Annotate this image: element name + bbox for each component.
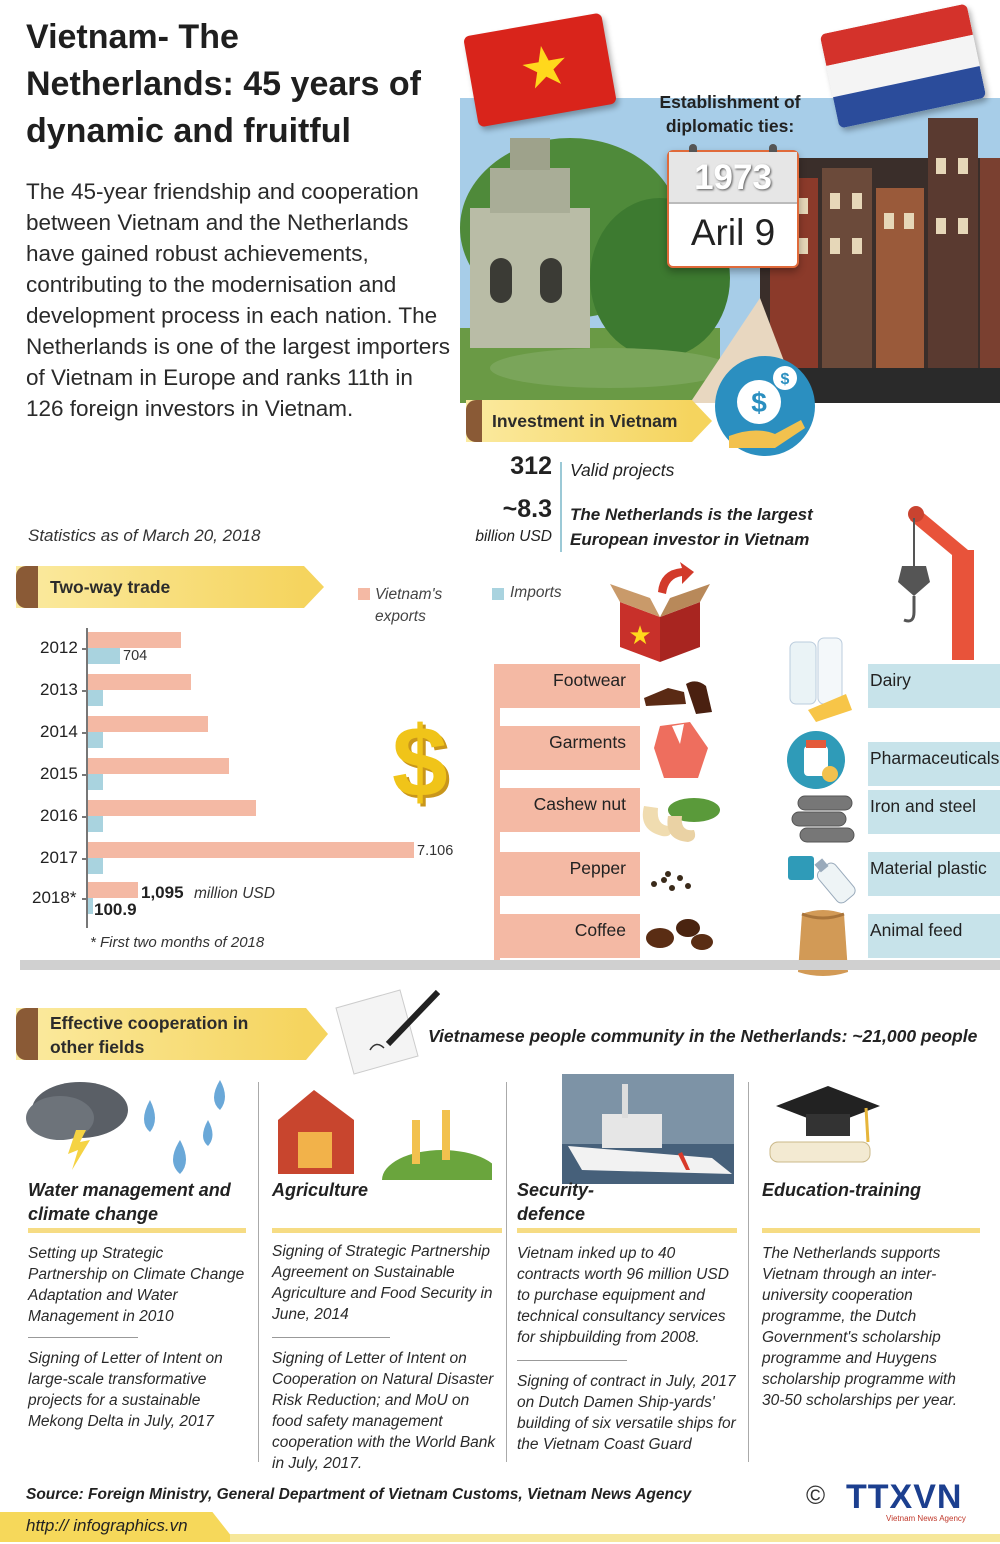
y-tick-label: 2013 <box>40 680 78 699</box>
y-tick-label: 2014 <box>40 722 78 741</box>
footer-stripe <box>230 1534 1000 1542</box>
crane-icon <box>890 500 990 660</box>
import-product-item: Pharmaceuticals <box>868 742 1000 786</box>
cashew-nut-icon <box>634 786 724 850</box>
section-separator <box>20 960 1000 970</box>
stats-note: Statistics as of March 20, 2018 <box>28 526 261 545</box>
column-title: Agriculture <box>272 1180 369 1200</box>
column-divider <box>506 1082 507 1462</box>
column-divider <box>748 1082 749 1462</box>
import-bar <box>88 774 103 790</box>
text-divider <box>517 1360 627 1361</box>
money-hand-icon <box>715 356 815 456</box>
investment-divider <box>560 462 562 552</box>
export-product-item: Cashew nut <box>500 788 640 832</box>
column-security <box>517 1178 737 1455</box>
import-bar <box>88 858 103 874</box>
export-bar <box>88 632 181 648</box>
export-product-item: Coffee <box>500 914 640 958</box>
column-divider <box>258 1082 259 1462</box>
column-underline <box>28 1228 246 1233</box>
capital-value: ~8.3 <box>502 495 552 523</box>
calendar-icon <box>667 150 799 268</box>
column-underline <box>517 1228 737 1233</box>
column-agriculture <box>272 1178 502 1474</box>
column-text: Signing of Letter of Intent on Cooperation on Natural Disaster Risk Reduction; and MoU on food safety management cooperation with the World Bank in July, 2017. <box>272 1350 496 1472</box>
footer-url[interactable]: http:// infographics.vn <box>26 1516 188 1535</box>
export-bar <box>88 674 191 690</box>
svg-text:★: ★ <box>628 621 652 651</box>
column-text: Signing of Letter of Intent on large-scale transformative projects for a sustainable Mekong Delta in July, 2017 <box>28 1350 223 1430</box>
export-bar <box>88 842 414 858</box>
column-text: The Netherlands supports Vietnam through an inter-university cooperation programme, the Dutch Government's scholarship programme and Huygens scholarship programme with 30-50 scholarships per year. <box>762 1245 957 1409</box>
import-product-item: Dairy <box>868 664 1000 708</box>
import-bar <box>88 898 93 914</box>
column-text: Vietnam inked up to 40 contracts worth 96 million USD to purchase equipment and technical consultancy services for shipbuilding from 2008. <box>517 1245 729 1346</box>
column-text: Signing of contract in July, 2017 on Dutch Damen Ship-yards' building of six versatile ships for the Vietnam Coast Guard <box>517 1373 736 1453</box>
column-water <box>28 1178 246 1432</box>
column-education <box>762 1178 980 1411</box>
source-note: Source: Foreign Ministry, General Department of Vietnam Customs, Vietnam News Agency <box>26 1486 692 1503</box>
export-bar <box>88 882 138 898</box>
pen-paper-icon <box>330 986 440 1078</box>
trade-tag <box>16 566 304 608</box>
data-label-7106: 7.106 <box>417 843 454 859</box>
rain-cloud-icon <box>20 1070 240 1175</box>
diplomatic-year: 1973 <box>669 152 797 204</box>
column-underline <box>762 1228 980 1233</box>
column-title: Security-defence <box>517 1180 595 1224</box>
coffee-icon <box>644 912 714 952</box>
import-product-item: Iron and steel <box>868 790 1000 834</box>
import-product-item: Material plastic <box>868 852 1000 896</box>
import-bar <box>88 816 103 832</box>
column-underline <box>272 1228 502 1233</box>
vietnam-flag-icon: ★ <box>463 13 617 128</box>
export-bar <box>88 716 208 732</box>
column-title: Water management and climate change <box>28 1180 231 1224</box>
copyright-symbol: © <box>806 1480 826 1510</box>
trade-heading: Two-way trade <box>50 577 171 597</box>
intro-paragraph: The 45-year friendship and cooperation between Vietnam and the Netherlands have gained robust achievements, contributing to the modernisation and development process in each nation. The Netherlands is one of the largest importers of Vietnam in Europe and ranks 11th in 126 foreign investors in Vietnam. <box>26 179 450 421</box>
column-title: Education-training <box>762 1180 921 1200</box>
export-bar <box>88 758 229 774</box>
plastic-bottle-icon <box>786 848 862 904</box>
export-product-item: Footwear <box>500 664 640 708</box>
export-bar <box>88 800 256 816</box>
data-label-1009: 100.9 <box>94 900 137 919</box>
garments-icon <box>650 718 716 784</box>
projects-value: 312 <box>510 452 552 480</box>
cooperation-tag <box>16 1008 306 1060</box>
ttxvn-logo: TTXVN <box>846 1478 963 1516</box>
import-bar <box>88 648 120 664</box>
investment-tag <box>466 400 692 442</box>
capital-unit: billion USD <box>475 528 552 545</box>
column-text: Signing of Strategic Partnership Agreement on Sustainable Agriculture and Food Security in June, 2014 <box>272 1243 493 1323</box>
export-product-item: Garments <box>500 726 640 770</box>
import-bar <box>88 732 103 748</box>
ttxvn-logo-sub: Vietnam News Agency <box>886 1514 966 1523</box>
legend-imports-label: Imports <box>510 584 562 601</box>
graduation-cap-icon <box>766 1076 896 1176</box>
pharmaceuticals-icon <box>786 730 846 790</box>
y-tick-label: 2015 <box>40 764 78 783</box>
svg-text:$: $ <box>751 387 767 418</box>
data-label-unit: million USD <box>194 885 275 902</box>
text-divider <box>28 1337 138 1338</box>
projects-label: Valid projects <box>570 460 675 480</box>
export-product-item: Pepper <box>500 852 640 896</box>
capital-label: The Netherlands is the largest European investor in Vietnam <box>570 505 813 549</box>
data-label-1095: 1,095 <box>141 883 184 902</box>
community-note: Vietnamese people community in the Netherlands: ~21,000 people <box>428 1026 978 1046</box>
dollar-icon: $ <box>392 706 448 818</box>
import-product-item: Animal feed <box>868 914 1000 958</box>
barn-wheat-icon <box>272 1080 492 1180</box>
y-tick-label: 2018* <box>32 888 77 907</box>
diplomatic-day: Aril 9 <box>690 212 776 253</box>
export-box-icon <box>610 562 710 666</box>
footwear-icon <box>640 668 716 718</box>
legend-imports-swatch <box>492 588 504 600</box>
pepper-icon <box>648 870 696 896</box>
cooperation-heading: Effective cooperation in other fields <box>50 1013 249 1057</box>
iron-steel-icon <box>788 792 858 844</box>
y-tick-label: 2016 <box>40 806 78 825</box>
svg-text:$: $ <box>780 371 790 388</box>
trade-footnote: * First two months of 2018 <box>90 934 265 951</box>
import-bar <box>88 690 103 706</box>
data-label-704: 704 <box>123 648 148 664</box>
investment-heading: Investment in Vietnam <box>492 411 678 431</box>
page-title: Vietnam- The Netherlands: 45 years of dynamic and fruitful <box>26 18 421 150</box>
y-tick-label: 2017 <box>40 848 78 867</box>
ship-photo <box>562 1074 734 1184</box>
diplomatic-ties-label: Establishment of diplomatic ties: <box>659 92 801 136</box>
column-text: Setting up Strategic Partnership on Climate Change Adaptation and Water Management in 2010 <box>28 1245 245 1325</box>
y-tick-label: 2012 <box>40 638 78 657</box>
text-divider <box>272 1337 390 1338</box>
legend-exports-swatch <box>358 588 370 600</box>
dairy-icon <box>786 636 856 726</box>
legend-exports-label: Vietnam's exports <box>375 586 443 625</box>
